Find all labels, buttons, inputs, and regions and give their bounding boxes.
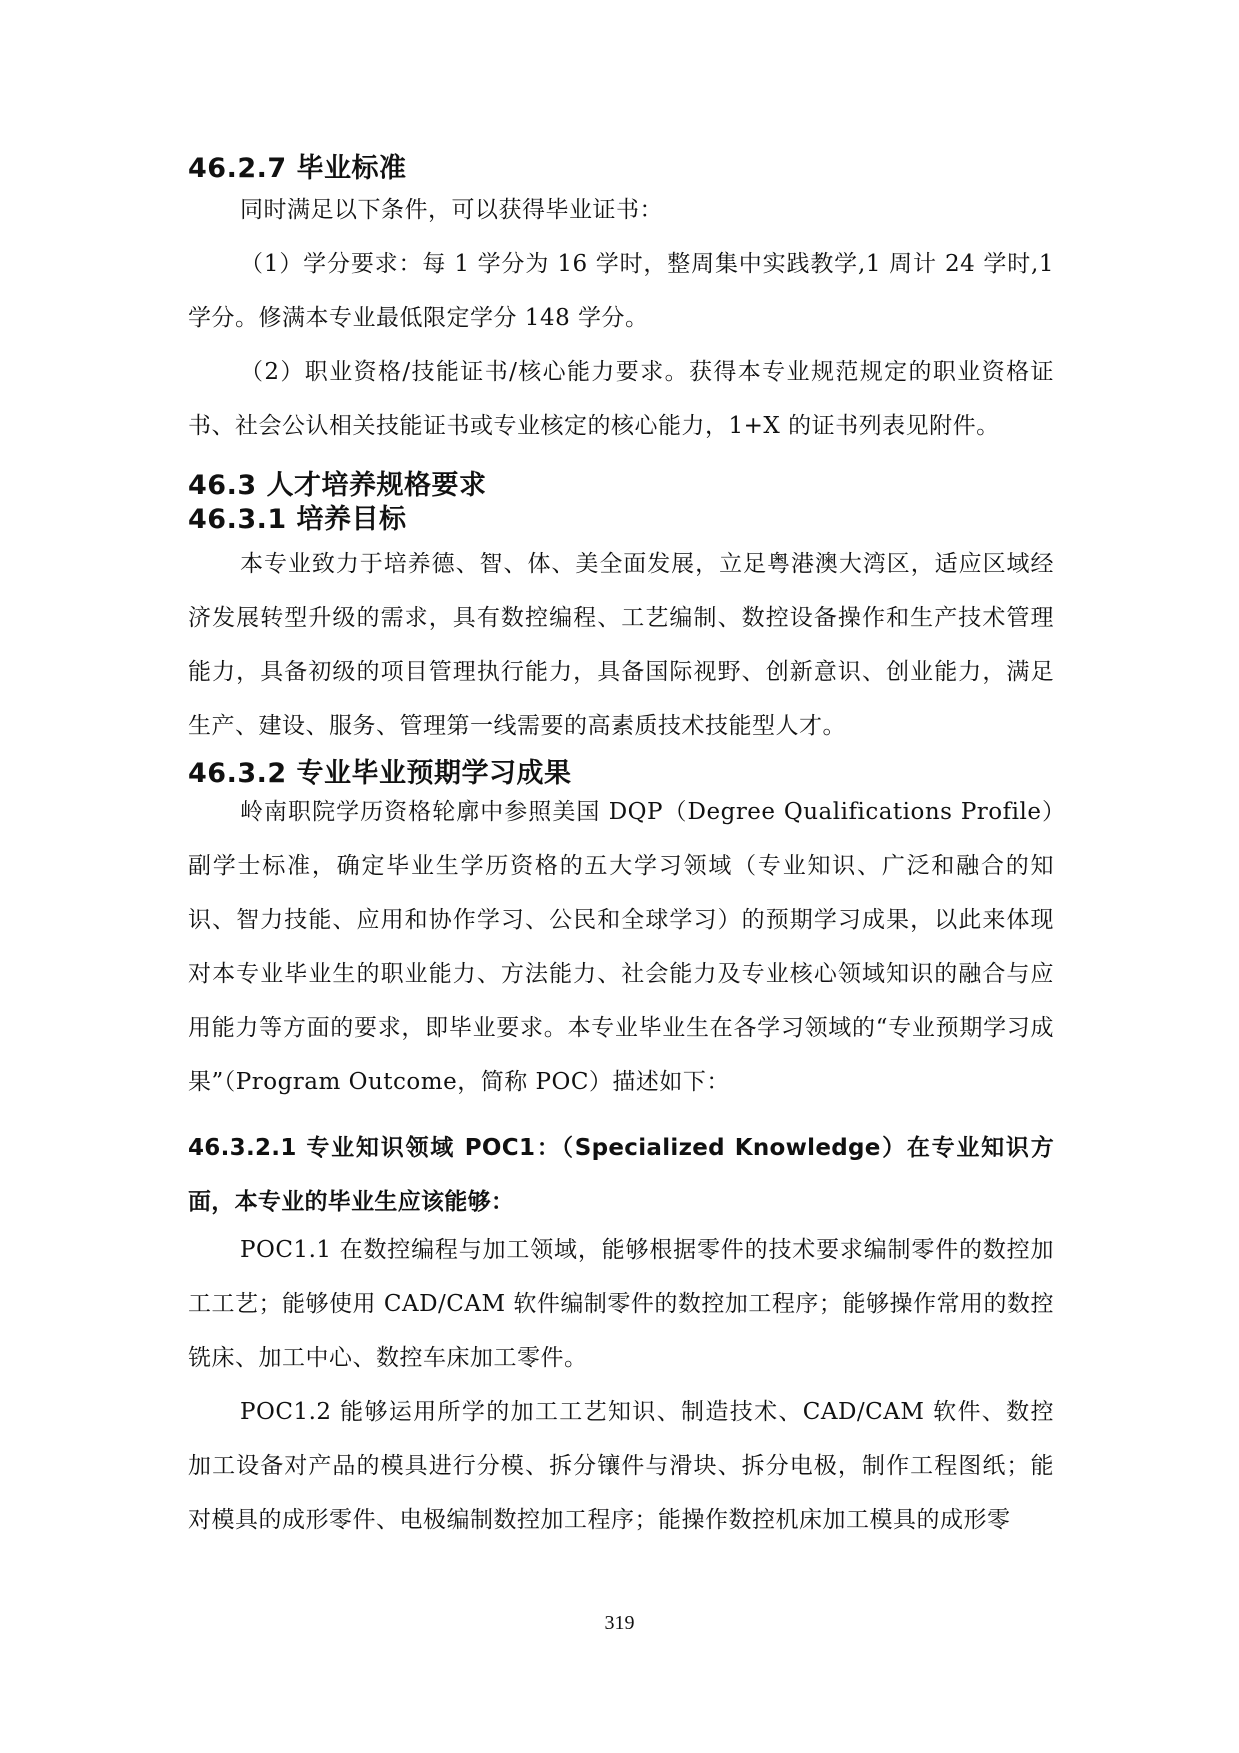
heading-46-3: 46.3 人才培养规格要求	[188, 470, 487, 501]
heading-46-3-1: 46.3.1 培养目标	[188, 504, 407, 535]
poc-1-2-paragraph: POC1.2 能够运用所学的加工工艺知识、制造技术、CAD/CAM 软件、数控加工设备对产品的模具进行分模、拆分镶件与滑块、拆分电极，制作工程图纸；能对模具的成形零件、电极编制数控加工程序；能操作数控机床加工模具的成形零	[188, 1399, 1054, 1533]
heading-46-2-7: 46.2.7 毕业标准	[188, 153, 407, 184]
heading-46-3-2-1: 46.3.2.1 专业知识领域 POC1：（Specialized Knowledge）在专业知识方面，本专业的毕业生应该能够：	[188, 1135, 1054, 1215]
training-goal-paragraph: 本专业致力于培养德、智、体、美全面发展，立足粤港澳大湾区，适应区域经济发展转型升级的需求，具有数控编程、工艺编制、数控设备操作和生产技术管理能力，具备初级的项目管理执行能力，具备国际视野、创新意识、创业能力，满足生产、建设、服务、管理第一线需要的高素质技术技能型人才。	[188, 551, 1054, 739]
learning-outcomes-paragraph: 岭南职院学历资格轮廓中参照美国 DQP（Degree Qualifications Profile）副学士标准，确定毕业生学历资格的五大学习领域（专业知识、广泛和融合的知识、智力技能、应用和协作学习、公民和全球学习）的预期学习成果，以此来体现对本专业毕业生的职业能力、方法能力、社会能力及专业核心领域知识的融合与应用能力等方面的要求，即毕业要求。本专业毕业生在各学习领域的“专业预期学习成果”（Program Outcome，简称 POC）描述如下：	[188, 799, 1054, 1095]
poc-1-1-paragraph: POC1.1 在数控编程与加工领域，能够根据零件的技术要求编制零件的数控加工工艺；能够使用 CAD/CAM 软件编制零件的数控加工程序；能够操作常用的数控铣床、加工中心、数控车床加工零件。	[188, 1237, 1054, 1371]
graduation-intro: 同时满足以下条件，可以获得毕业证书：	[240, 197, 663, 223]
page-content	[188, 152, 1054, 1547]
certificate-requirement: （2）职业资格/技能证书/核心能力要求。获得本专业规范规定的职业资格证书、社会公认相关技能证书或专业核定的核心能力，1+X 的证书列表见附件。	[188, 359, 1054, 439]
page-number: 319	[604, 1612, 635, 1634]
credit-requirement: （1）学分要求：每 1 学分为 16 学时，整周集中实践教学,1 周计 24 学时,1 学分。修满本专业最低限定学分 148 学分。	[188, 251, 1054, 331]
heading-46-3-2: 46.3.2 专业毕业预期学习成果	[188, 758, 572, 789]
